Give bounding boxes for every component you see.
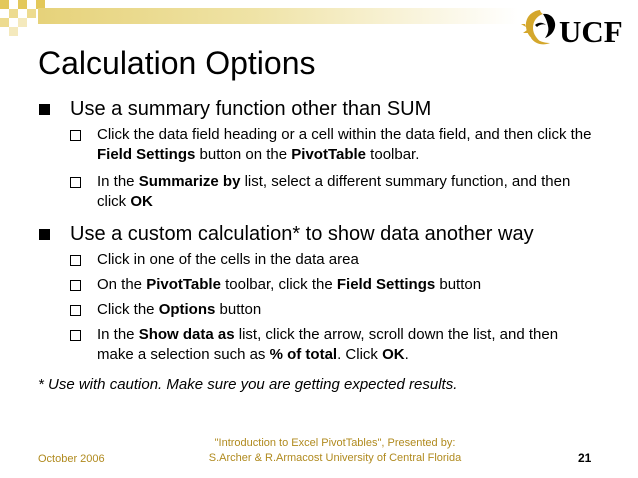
text-run: list, click the arrow, scroll down the list, and then make a selection such as	[97, 326, 559, 363]
text-run: toolbar.	[366, 146, 420, 163]
text-run: In the	[97, 173, 139, 190]
slide-title: Calculation Options	[38, 45, 316, 81]
bullet-hollow-square-icon	[70, 255, 81, 266]
bold-term: Options	[158, 301, 216, 318]
pegasus-icon	[521, 8, 559, 48]
footer-credit-line-1: "Introduction to Excel PivotTables", Presented by:	[214, 437, 456, 449]
bullet-hollow-square-icon	[70, 177, 81, 188]
bold-term: OK	[382, 346, 405, 363]
bold-term: Field Settings	[336, 276, 436, 293]
text-run: . Click	[337, 346, 383, 363]
bold-term: OK	[130, 193, 153, 210]
bullet-level-2	[97, 172, 597, 212]
text-run: Click the	[97, 301, 159, 318]
text-run: Click in one of the cells in the data area	[97, 251, 359, 268]
text-run: .	[404, 346, 409, 363]
text-run: button	[435, 276, 482, 293]
bold-term: Summarize by	[138, 173, 241, 190]
bullet-level-2	[97, 275, 597, 295]
caution-note: * Use with caution. Make sure you are getting expected results.	[38, 376, 458, 393]
bullet-level-2	[97, 125, 597, 165]
bullet-level-1: Use a summary function other than SUM	[70, 98, 432, 120]
footer-credit-line-2: S.Archer & R.Armacost University of Central Florida	[208, 452, 462, 464]
bold-term: PivotTable	[291, 146, 367, 163]
bold-term: Show data as	[138, 326, 235, 343]
bullet-level-1: Use a custom calculation* to show data another way	[70, 223, 534, 245]
bullet-square-icon	[39, 104, 50, 115]
text-run: list, select a different summary function, and then click	[97, 173, 571, 210]
bullet-hollow-square-icon	[70, 305, 81, 316]
bullet-hollow-square-icon	[70, 130, 81, 141]
bullet-hollow-square-icon	[70, 330, 81, 341]
ucf-logo	[521, 8, 631, 50]
footer-date: October 2006	[38, 453, 105, 465]
header-bar	[38, 8, 518, 24]
footer-credit	[200, 436, 470, 466]
bullet-square-icon	[39, 229, 50, 240]
text-run: On the	[97, 276, 147, 293]
page-number: 21	[578, 451, 592, 465]
logo-text: UCF	[559, 14, 623, 49]
bullet-hollow-square-icon	[70, 280, 81, 291]
text-run: toolbar, click the	[220, 276, 337, 293]
bullet-level-2	[97, 325, 597, 365]
bold-term: PivotTable	[146, 276, 221, 293]
text-run: button	[215, 301, 262, 318]
bullet-level-2	[97, 300, 597, 320]
text-run: In the	[97, 326, 139, 343]
text-run: Click the data field heading or a cell within the data field, and then click the	[97, 126, 592, 143]
bold-term: % of total	[269, 346, 338, 363]
bullet-level-2	[97, 250, 597, 270]
text-run: button on the	[195, 146, 292, 163]
bold-term: Field Settings	[97, 146, 196, 163]
